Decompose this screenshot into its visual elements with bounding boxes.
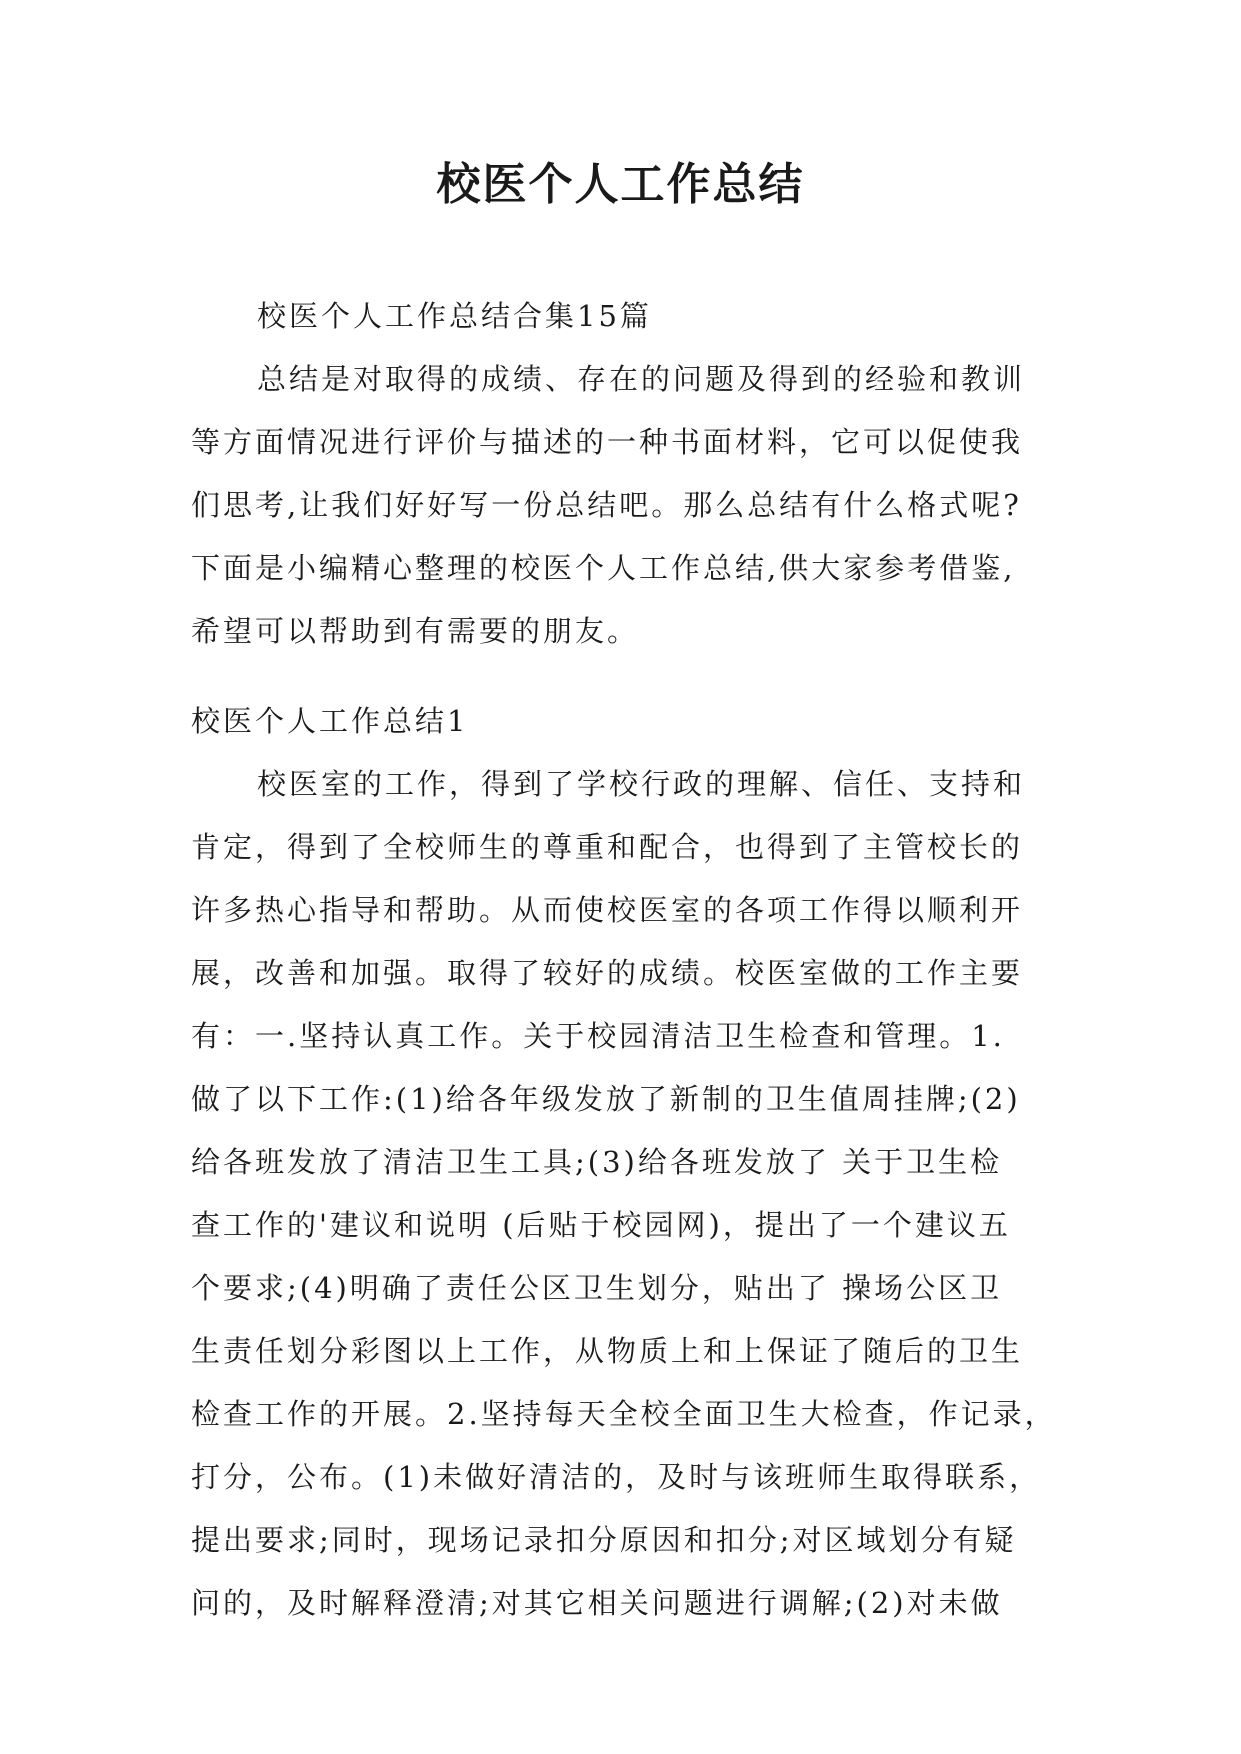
intro-line: 们思考,让我们好好写一份总结吧。那么总结有什么格式呢? <box>191 488 1022 522</box>
section-line: 给各班发放了清洁卫生工具;(3)给各班发放了 关于卫生检 <box>191 1145 1003 1179</box>
intro-line: 总结是对取得的成绩、存在的问题及得到的经验和教训 <box>257 362 1026 396</box>
intro-line: 希望可以帮助到有需要的朋友。 <box>191 614 640 648</box>
section-line: 校医室的工作，得到了学校行政的理解、信任、支持和 <box>257 767 1026 801</box>
intro-block <box>191 285 1061 663</box>
section-line: 检查工作的开展。2.坚持每天全校全面卫生大检查，作记录， <box>191 1397 1057 1431</box>
section-line: 问的，及时解释澄清;对其它相关问题进行调解;(2)对未做 <box>191 1586 1003 1620</box>
section-line: 许多热心指导和帮助。从而使校医室的各项工作得以顺利开 <box>191 893 1024 927</box>
section-line: 展，改善和加强。取得了较好的成绩。校医室做的工作主要 <box>191 956 1024 990</box>
subtitle: 校医个人工作总结合集15篇 <box>257 299 652 333</box>
section-heading: 校医个人工作总结1 <box>191 704 469 738</box>
section-line: 打分，公布。(1)未做好清洁的，及时与该班师生取得联系， <box>191 1460 1042 1494</box>
intro-line: 下面是小编精心整理的校医个人工作总结,供大家参考借鉴, <box>191 551 1016 585</box>
section-1 <box>191 690 1061 1635</box>
section-line: 有：一.坚持认真工作。关于校园清洁卫生检查和管理。1. <box>191 1019 1005 1053</box>
section-line: 提出要求;同时，现场记录扣分原因和扣分;对区域划分有疑 <box>191 1523 1017 1557</box>
section-line: 生责任划分彩图以上工作，从物质上和上保证了随后的卫生 <box>191 1334 1024 1368</box>
section-line: 查工作的'建议和说明 (后贴于校园网)，提出了一个建议五 <box>191 1208 1011 1242</box>
document-title: 校医个人工作总结 <box>436 159 805 210</box>
section-line: 做了以下工作:(1)给各年级发放了新制的卫生值周挂牌;(2) <box>191 1082 1021 1116</box>
section-line: 肯定，得到了全校师生的尊重和配合，也得到了主管校长的 <box>191 830 1024 864</box>
intro-line: 等方面情况进行评价与描述的一种书面材料，它可以促使我 <box>191 425 1024 459</box>
section-line: 个要求;(4)明确了责任公区卫生划分，贴出了 操场公区卫 <box>191 1271 1003 1305</box>
